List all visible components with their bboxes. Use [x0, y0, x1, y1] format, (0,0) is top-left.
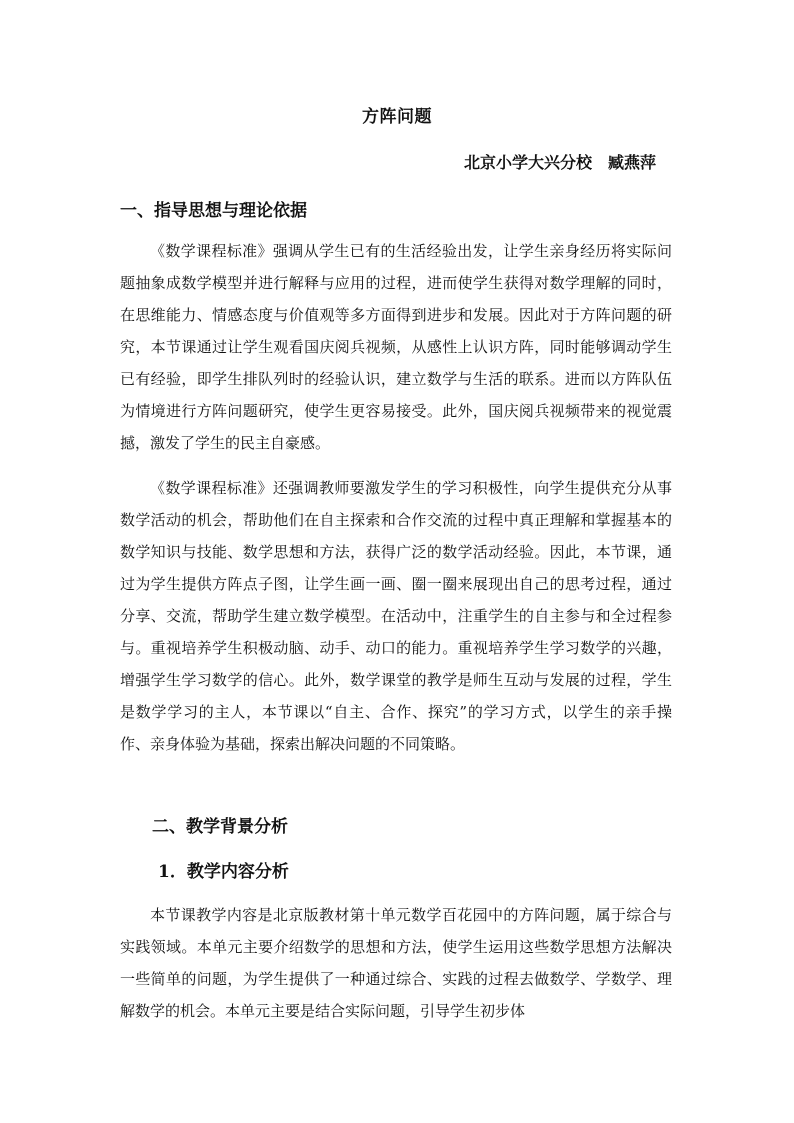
section-heading-2: 二、教学背景分析	[152, 817, 288, 837]
section-1-paragraph-1: 《数学课程标准》强调从学生已有的生活经验出发，让学生亲身经历将实际问题抽象成数学模型并进行解释与应用的过程，进而使学生获得对数学理解的同时，在思维能力、情感态度与价值观等多方面得到进步和发展。因此对于方阵问题的研究，本节课通过让学生观看国庆阅兵视频，从感性上认识方阵，同时能够调动学生已有经验，即学生排队列时的经验认识，建立数学与生活的联系。进而以方阵队伍为情境进行方阵问题研究，使学生更容易接受。此外，国庆阅兵视频带来的视觉震撼，激发了学生的民主自豪感。	[120, 242, 672, 452]
section-1-paragraph-2: 《数学课程标准》还强调教师要激发学生的学习积极性，向学生提供充分从事数学活动的机会，帮助他们在自主探索和合作交流的过程中真正理解和掌握基本的数学知识与技能、数学思想和方法，获得广泛的数学活动经验。因此，本节课，通过为学生提供方阵点子图，让学生画一画、圈一圈来展现出自己的思考过程，通过分享、交流，帮助学生建立数学模型。在活动中，注重学生的自主参与和全过程参与。重视培养学生积极动脑、动手、动口的能力。重视培养学生学习数学的兴趣，增强学生学习数学的信心。此外，数学课堂的教学是师生互动与发展的过程，学生是数学学习的主人，本节课以“自主、合作、探究”的学习方式，以学生的亲手操作、亲身体验为基础，探索出解决问题的不同策略。	[120, 479, 672, 753]
section-heading-1: 一、指导思想与理论依据	[120, 201, 307, 221]
author-name: 臧燕萍	[607, 153, 656, 172]
section-2-1-paragraph-1: 本节课教学内容是北京版教材第十单元数学百花园中的方阵问题，属于综合与实践领域。本单元主要介绍数学的思想和方法，使学生运用这些数学思想方法解决一些简单的问题，为学生提供了一种通过综合、实践的过程去做数学、学数学、理解数学的机会。本单元主要是结合实际问题，引导学生初步体	[120, 906, 672, 1020]
author-line	[464, 150, 656, 173]
author-school: 北京小学大兴分校	[463, 153, 592, 172]
subsection-heading-2-1: 1．教学内容分析	[158, 862, 289, 882]
page-title: 方阵问题	[362, 107, 432, 127]
